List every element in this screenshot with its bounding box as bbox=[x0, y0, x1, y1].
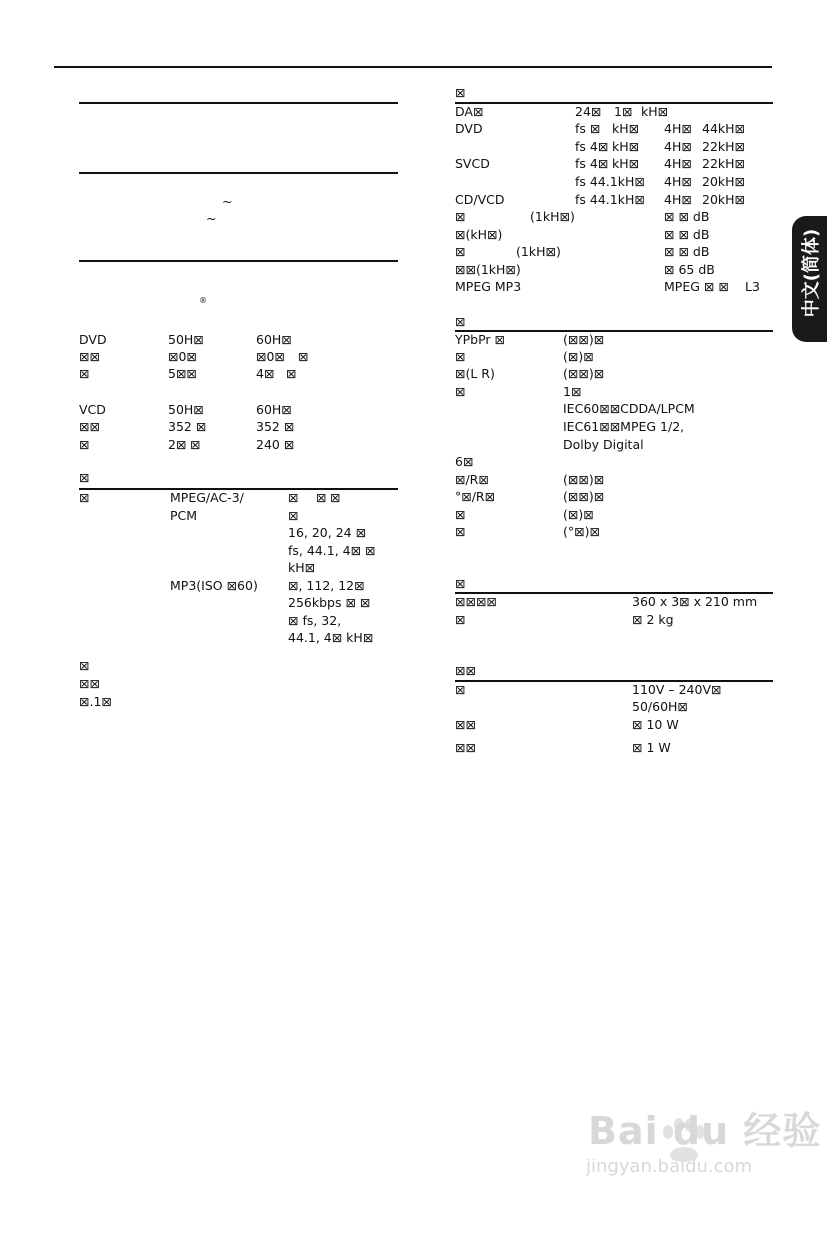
language-tab bbox=[792, 216, 827, 342]
cell: ⊠ bbox=[455, 349, 466, 364]
cell: kH⊠ bbox=[288, 560, 316, 575]
cell: 6⊠ bbox=[455, 454, 474, 469]
cell: VCD bbox=[79, 402, 106, 417]
cell: (⊠)⊠ bbox=[563, 349, 594, 364]
watermark-url: jingyan.baidu.com bbox=[586, 1156, 753, 1177]
cell: Dolby Digital bbox=[563, 437, 644, 452]
cell: ⊠⊠ bbox=[455, 740, 476, 755]
cell: kH⊠ bbox=[612, 121, 640, 136]
list-item: ⊠.1⊠ bbox=[79, 694, 112, 709]
cell: (⊠⊠)⊠ bbox=[563, 472, 605, 487]
cell: DVD bbox=[455, 121, 483, 136]
cell: IEC61⊠⊠MPEG 1/2, bbox=[563, 419, 685, 434]
cell: (1kH⊠) bbox=[530, 209, 575, 224]
cell: ⊠0⊠ bbox=[256, 349, 285, 364]
cell: ⊠ bbox=[298, 349, 309, 364]
cell: 4H⊠ bbox=[664, 192, 692, 207]
cell: ⊠ fs, 32, bbox=[288, 613, 342, 628]
cell: 50H⊠ bbox=[168, 332, 204, 347]
cell: kH⊠ bbox=[641, 104, 669, 119]
cell: 360 x 3⊠ x 210 mm bbox=[632, 594, 758, 609]
cell: 20kH⊠ bbox=[702, 192, 746, 207]
cell: fs ⊠ bbox=[575, 121, 601, 136]
left-rule-3 bbox=[79, 260, 398, 262]
cell: ⊠ 1 W bbox=[632, 740, 671, 755]
cell: 352 ⊠ bbox=[168, 419, 207, 434]
cell: 5⊠⊠ bbox=[168, 366, 197, 381]
cell: 352 ⊠ bbox=[256, 419, 295, 434]
left-rule-1 bbox=[79, 102, 398, 104]
cell: (⊠⊠)⊠ bbox=[563, 366, 605, 381]
section-header: ⊠ bbox=[455, 314, 466, 329]
cell: ⊠⊠ bbox=[79, 419, 100, 434]
cell: ⊠ bbox=[455, 384, 466, 399]
cell: (⊠⊠)⊠ bbox=[563, 489, 605, 504]
cell: MPEG/AC-3/ bbox=[170, 490, 244, 505]
section-header: ⊠⊠ bbox=[455, 663, 476, 678]
cell: 4H⊠ bbox=[664, 121, 692, 136]
cell: ⊠ 10 W bbox=[632, 717, 679, 732]
cell: 4H⊠ bbox=[664, 174, 692, 189]
cell: kH⊠ bbox=[612, 139, 640, 154]
section-header: ⊠ bbox=[455, 85, 466, 100]
cell: 2⊠ bbox=[168, 437, 187, 452]
cell: ⊠ bbox=[79, 366, 90, 381]
section-rule bbox=[455, 680, 773, 682]
cell: ⊠0⊠ bbox=[168, 349, 197, 364]
cell: ⊠ bbox=[455, 682, 466, 697]
cell: kH⊠ bbox=[612, 156, 640, 171]
cell: MPEG MP3 bbox=[455, 279, 522, 294]
cell: °⊠/R⊠ bbox=[455, 489, 496, 504]
cell: MP3(ISO ⊠60) bbox=[170, 578, 258, 593]
cell: 1⊠ bbox=[614, 104, 633, 119]
cell: (°⊠)⊠ bbox=[563, 524, 600, 539]
cell: fs 44.1kH⊠ bbox=[575, 174, 645, 189]
cell: ⊠ bbox=[79, 437, 90, 452]
watermark bbox=[586, 1109, 822, 1177]
cell: 1⊠ bbox=[563, 384, 582, 399]
cell: ⊠ bbox=[455, 507, 466, 522]
tilde-mark: ~ bbox=[206, 211, 217, 226]
page-top-rule bbox=[54, 66, 772, 68]
cell: ⊠ bbox=[190, 437, 201, 452]
tilde-mark: ~ bbox=[222, 194, 233, 209]
registered-mark: ® bbox=[199, 296, 207, 305]
cell: ⊠ bbox=[455, 244, 466, 259]
cell: ⊠(kH⊠) bbox=[455, 227, 503, 242]
cell: ⊠⊠ bbox=[79, 349, 100, 364]
cell: 44.1, 4⊠ kH⊠ bbox=[288, 630, 374, 645]
cell: DVD bbox=[79, 332, 107, 347]
cell: ⊠ ⊠ dB bbox=[664, 244, 710, 259]
cell: ⊠ bbox=[330, 490, 341, 505]
cell: DA⊠ bbox=[455, 104, 484, 119]
cell: (1kH⊠) bbox=[516, 244, 561, 259]
cell: 22kH⊠ bbox=[702, 139, 746, 154]
cell: 256kbps ⊠ ⊠ bbox=[288, 595, 371, 610]
cell: 240 ⊠ bbox=[256, 437, 295, 452]
cell: ⊠ ⊠ dB bbox=[664, 227, 710, 242]
cell: YPbPr ⊠ bbox=[455, 332, 506, 347]
cell: MPEG ⊠ ⊠ bbox=[664, 279, 729, 294]
cell: ⊠⊠(1kH⊠) bbox=[455, 262, 521, 277]
cell: 44kH⊠ bbox=[702, 121, 746, 136]
section-header: ⊠ bbox=[455, 576, 466, 591]
cell: (⊠⊠)⊠ bbox=[563, 332, 605, 347]
cell: ⊠ 2 kg bbox=[632, 612, 674, 627]
cell: fs 4⊠ bbox=[575, 139, 609, 154]
cell: L3 bbox=[745, 279, 760, 294]
cell: fs 44.1kH⊠ bbox=[575, 192, 645, 207]
cell: fs, 44.1, 4⊠ ⊠ bbox=[288, 543, 376, 558]
cell: 60H⊠ bbox=[256, 402, 292, 417]
cell: IEC60⊠⊠CDDA/LPCM bbox=[563, 401, 695, 416]
cell: 4H⊠ bbox=[664, 139, 692, 154]
cell: 50/60H⊠ bbox=[632, 699, 688, 714]
cell: 20kH⊠ bbox=[702, 174, 746, 189]
cell: ⊠ bbox=[288, 508, 299, 523]
cell: ⊠ ⊠ dB bbox=[664, 209, 710, 224]
cell: ⊠ bbox=[316, 490, 327, 505]
cell: ⊠ bbox=[79, 490, 90, 505]
cell: 16, 20, 24 ⊠ bbox=[288, 525, 367, 540]
cell: ⊠ 65 dB bbox=[664, 262, 715, 277]
cell: ⊠ bbox=[455, 209, 466, 224]
left-rule-2 bbox=[79, 172, 398, 174]
language-tab-label: 中文(简体) bbox=[801, 228, 822, 318]
cell: ⊠ bbox=[286, 366, 297, 381]
cell: 50H⊠ bbox=[168, 402, 204, 417]
cell: ⊠⊠⊠⊠ bbox=[455, 594, 497, 609]
cell: ⊠ bbox=[455, 612, 466, 627]
cell: ⊠⊠ bbox=[455, 717, 476, 732]
cell: (⊠)⊠ bbox=[563, 507, 594, 522]
section-header: ⊠ bbox=[79, 470, 90, 485]
cell: 60H⊠ bbox=[256, 332, 292, 347]
cell: ⊠ bbox=[455, 524, 466, 539]
list-item: ⊠⊠ bbox=[79, 676, 100, 691]
cell: PCM bbox=[170, 508, 198, 523]
cell: ⊠(L R) bbox=[455, 366, 495, 381]
cell: 4H⊠ bbox=[664, 156, 692, 171]
cell: ⊠, 112, 12⊠ bbox=[288, 578, 365, 593]
cell: 4⊠ bbox=[256, 366, 275, 381]
list-item: ⊠ bbox=[79, 658, 90, 673]
cell: 22kH⊠ bbox=[702, 156, 746, 171]
cell: 110V – 240V⊠ bbox=[632, 682, 722, 697]
cell: 24⊠ bbox=[575, 104, 602, 119]
cell: ⊠/R⊠ bbox=[455, 472, 489, 487]
cell: CD/VCD bbox=[455, 192, 505, 207]
cell: fs 4⊠ bbox=[575, 156, 609, 171]
watermark-logo: Bai du 经验 bbox=[588, 1109, 822, 1153]
cell: SVCD bbox=[455, 156, 490, 171]
cell: ⊠ bbox=[288, 490, 299, 505]
